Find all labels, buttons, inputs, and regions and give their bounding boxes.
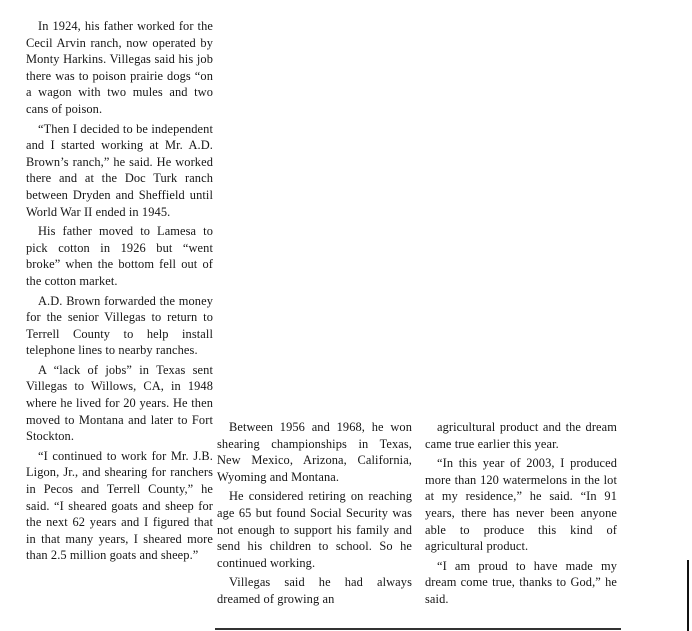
paragraph: A.D. Brown forwarded the money for the senior Villegas to return to Terrell County to help install telephone lines to nearby ranches. — [26, 293, 213, 358]
paragraph: A “lack of jobs” in Texas sent Villegas to Willows, CA, in 1948 where he lived for 20 years. He then moved to Montana and later to Fort Stockton. — [26, 362, 213, 444]
article-column-1 — [26, 18, 213, 567]
scan-edge-line — [687, 560, 689, 631]
article-column-3 — [425, 419, 617, 611]
paragraph: His father moved to Lamesa to pick cotton in 1926 but “went broke” when the bottom fell out of the cotton market. — [26, 224, 213, 288]
paragraph: agricultural product and the dream came true earlier this year. — [425, 420, 617, 451]
article-column-2 — [217, 419, 412, 611]
paragraph: Between 1956 and 1968, he won shearing championships in Texas, New Mexico, Arizona, California, Wyoming and Montana. — [217, 420, 412, 484]
paragraph: “In this year of 2003, I produced more than 120 watermelons in the lot at my residence,” he said. “In 91 years, there has never been anyone able to produce this kind of agricultural product. — [425, 456, 617, 554]
paragraph: Villegas said he had always dreamed of growing an — [217, 575, 412, 606]
paragraph: “I am proud to have made my dream come true, thanks to God,” he said. — [425, 558, 617, 606]
paragraph: “Then I decided to be independent and I started working at Mr. A.D. Brown’s ranch,” he said. He worked there and at the Doc Turk ranch between Dryden and Sheffield until World War II ended in 1945. — [26, 121, 213, 219]
paragraph: “I continued to work for Mr. J.B. Ligon, Jr., and shearing for ranchers in Pecos and Terrell County,” he said. “I sheared goats and sheep for the next 62 years and I figured that in that many years, I sheared more than 2.5 million goats and sheep.” — [26, 448, 213, 563]
paragraph: He considered retiring on reaching age 65 but found Social Security was not enough to support his family and send his children to school. So he continued working. — [217, 489, 412, 570]
paragraph: In 1924, his father worked for the Cecil Arvin ranch, now operated by Monty Harkins. Villegas said his job there was to poison prairie dogs “on a wagon with two mules and two cans of poison. — [26, 19, 213, 116]
page-bottom-rule — [215, 628, 621, 630]
